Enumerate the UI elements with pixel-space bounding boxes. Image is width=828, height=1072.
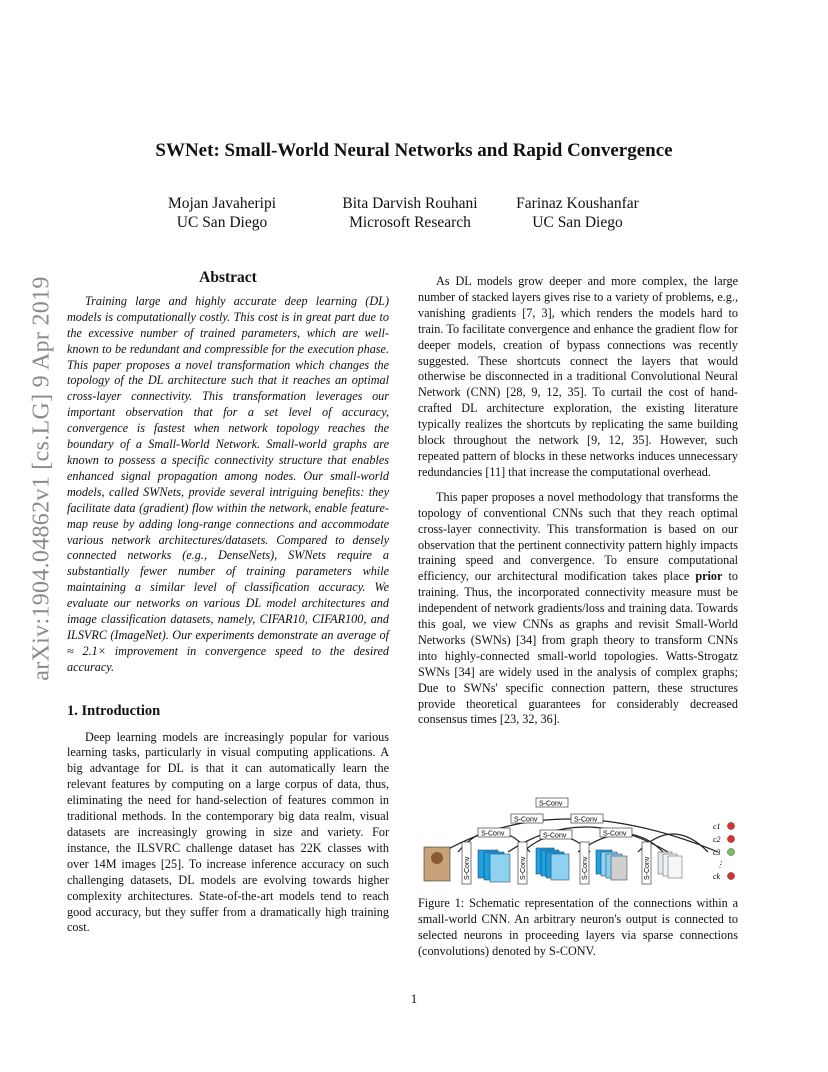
output-label: c3 <box>713 848 721 857</box>
left-column <box>67 270 389 936</box>
author-name: Bita Darvish Rouhani <box>342 195 478 212</box>
author-block <box>142 194 302 232</box>
feature-map-stack <box>478 850 510 882</box>
output-label: c1 <box>713 822 721 831</box>
feature-map-stack <box>596 850 627 880</box>
output-neuron <box>727 872 734 879</box>
sconv-block-label: S-Conv <box>644 856 651 880</box>
output-neuron <box>727 848 734 855</box>
figure-1-schematic <box>418 792 743 892</box>
sconv-label: S-Conv <box>481 830 505 838</box>
body-paragraph: This paper proposes a novel methodology that transforms the topology of conventional CNNs such that they reach optimal cross-layer connectivity. This transformation is based on our observation that the pertinent connectivity pattern highly impacts training speed and convergence. To ensure computational efficiency, our architectural modification takes place prior to training. Thus, the incorporated connectivity measure must be independent of network gradients/loss and training data. Towards this goal, we view CNNs as graphs and revisit Small-World Networks (SWNs) [34] from graph theory to transform CNNs into highly-connected small-world topologies. Watts-Strogatz SWNs [34] are widely used in the analysis of complex graphs; Due to SWNs' specific connection pattern, these structures provide theoretical guarantees for considerably decreased consensus times [23, 32, 36]. <box>418 489 738 727</box>
abstract-heading: Abstract <box>199 269 257 286</box>
output-label: ck <box>713 872 721 881</box>
sconv-label: S-Conv <box>603 830 627 838</box>
feature-map-stack <box>536 848 569 880</box>
abstract-text: Training large and highly accurate deep learning (DL) models is computationally costly. This cost is in great part due to the excessive number of trained parameters, which are well-known to be redundant and compressible for the execution phase. This paper proposes a novel transformation which changes the topology of the DL architecture such that it reaches an optimal cross-layer connectivity. This transformation leverages our important observation that for a set level of accuracy, convergence is fastest when network topology reaches the boundary of a Small-World Network. Small-world graphs are known to possess a specific connectivity structure that enables enhanced signal propagation among nodes. Our small-world models, called SWNets, provide several intriguing benefits: they facilitate data (gradient) flow within the network, enable feature-map reuse by adding long-range connections and accommodate various network architectures/datasets. Compared to densely connected networks (e.g., DenseNets), SWNets require a substantially fewer number of training parameters while maintaining a similar level of classification accuracy. We evaluate our networks on various DL model architectures and image classification datasets, namely, CIFAR10, CIFAR100, and ILSVRC (ImageNet). Our experiments demonstrate an average of ≈ 2.1× improvement in convergence speed to the desired accuracy. <box>67 293 389 674</box>
sconv-block-label: S-Conv <box>520 856 527 880</box>
author-affiliation: UC San Diego <box>532 214 623 231</box>
arxiv-side-stamp: arXiv:1904.04862v1 [cs.LG] 9 Apr 2019 <box>28 276 55 681</box>
sconv-label: S-Conv <box>543 832 567 840</box>
sconv-label: S-Conv <box>574 816 598 824</box>
body-paragraph: As DL models grow deeper and more complex, the large number of stacked layers gives rise to a variety of problems, e.g., vanishing gradients [7, 3], which renders the models hard to train. To facilitate convergence and enhance the gradient flow for deeper models, creation of bypass connections was recently suggested. These shortcuts connect the layers that would otherwise be disconnected in a traditional Convolutional Neural Network (CNN) [28, 9, 12, 35]. To curtail the cost of hand-crafted DL architecture exploration, the existing literature typically realizes the shortcuts by replicating the same building block throughout the network [9, 12, 35]. However, such repeated pattern of blocks in these networks induces unnecessary redundancies [11] that increase the computational overhead. <box>418 274 738 479</box>
author-name: Mojan Javaheripi <box>167 195 277 212</box>
introduction-paragraph: Deep learning models are increasingly popular for various learning tasks, particularly in visual computing applications. A big advantage for DL is that it can automatically learn the relevant features by computing on a large corpus of data, thus, eliminating the need for hand-selection of features common in traditional methods. In the contemporary big data realm, visual datasets are increasingly growing in size and variety. For instance, the ILSVRC challenge dataset has 22K classes with over 14M images [25]. To increase inference accuracy on such challenging datasets, DL models are evolving towards higher complexity architectures. State-of-the-art models tend to reach good accuracy, but they suffer from a dramatically high training cost. <box>67 729 389 935</box>
introduction-heading: 1. Introduction <box>67 702 161 719</box>
feature-map-stack <box>658 852 682 878</box>
output-label: c2 <box>713 835 721 844</box>
paper-title: SWNet: Small-World Neural Networks and Rapid Convergence <box>155 140 673 161</box>
output-neuron <box>727 822 734 829</box>
page-number: 1 <box>410 991 418 1006</box>
author-block <box>310 194 510 232</box>
author-name: Farinaz Koushanfar <box>516 195 639 212</box>
author-block <box>495 194 660 232</box>
sconv-label: S-Conv <box>539 800 563 808</box>
output-neuron <box>727 835 734 842</box>
right-column <box>418 274 738 728</box>
emphasis-prior: prior <box>695 569 723 584</box>
dog-icon <box>431 852 443 864</box>
sconv-block-label: S-Conv <box>582 856 589 880</box>
author-affiliation: Microsoft Research <box>349 214 471 231</box>
sconv-label: S-Conv <box>514 816 538 824</box>
author-affiliation: UC San Diego <box>176 214 268 231</box>
output-ellipsis: ⋮ <box>716 860 724 869</box>
sconv-block-label: S-Conv <box>464 856 471 880</box>
figure-caption: Figure 1: Schematic representation of the connections within a small-world CNN. An arbitrary neuron's output is connected to selected neurons in proceeding layers via sparse connections (convolutions) denoted by S-CONV. <box>418 896 738 958</box>
